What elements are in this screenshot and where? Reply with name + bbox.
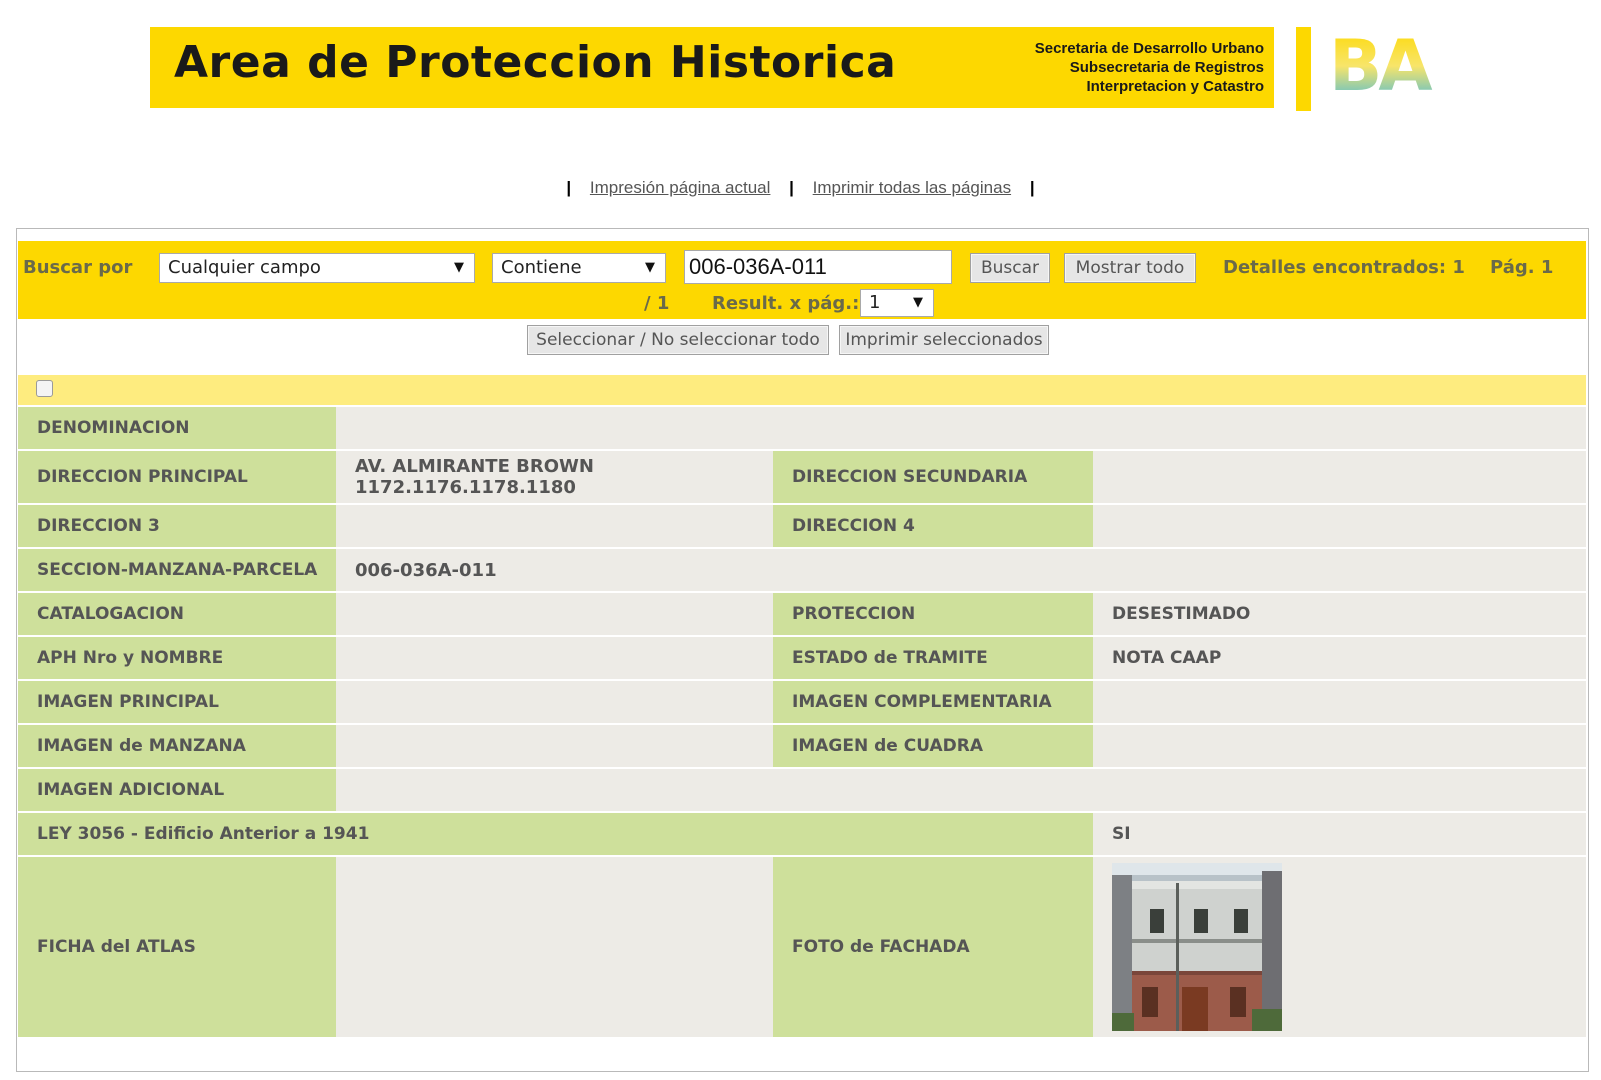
- search-by-label: Buscar por: [23, 257, 133, 278]
- table-row: [18, 405, 1586, 449]
- field-value: [336, 857, 773, 1037]
- field-select[interactable]: [159, 253, 475, 283]
- building-image: [1112, 863, 1282, 1031]
- field-value: [1093, 505, 1586, 547]
- header-banner: [150, 27, 1274, 108]
- facade-photo[interactable]: [1112, 863, 1282, 1031]
- field-value: [1093, 681, 1586, 723]
- table-row: [18, 635, 1586, 679]
- field-value: [336, 407, 1586, 449]
- table-row: [18, 591, 1586, 635]
- page-total: / 1: [644, 293, 670, 314]
- table-row: [18, 723, 1586, 767]
- print-all-pages-link[interactable]: Imprimir todas las páginas: [812, 178, 1012, 197]
- field-label: DENOMINACION: [18, 407, 336, 449]
- field-label: PROTECCION: [773, 593, 1093, 635]
- field-value: [336, 593, 773, 635]
- field-value: [336, 637, 773, 679]
- field-value: NOTA CAAP: [1093, 637, 1586, 679]
- field-label: SECCION-MANZANA-PARCELA: [18, 549, 336, 591]
- header-subtitle: [1035, 39, 1264, 96]
- address-line: AV. ALMIRANTE BROWN: [355, 456, 594, 477]
- field-value: SI: [1093, 813, 1586, 855]
- table-row: [18, 547, 1586, 591]
- field-value: 006-036A-011: [336, 549, 1586, 591]
- table-row: [18, 767, 1586, 811]
- link-separator: |: [1029, 178, 1035, 197]
- field-label: ESTADO de TRAMITE: [773, 637, 1093, 679]
- field-value: [1093, 725, 1586, 767]
- search-button[interactable]: Buscar: [970, 253, 1050, 283]
- address-line: 1172.1176.1178.1180: [355, 477, 576, 498]
- field-value: [1093, 451, 1586, 503]
- chevron-down-icon: ▼: [913, 295, 923, 310]
- show-all-button[interactable]: Mostrar todo: [1064, 253, 1196, 283]
- field-label: IMAGEN PRINCIPAL: [18, 681, 336, 723]
- field-value: [336, 769, 1586, 811]
- field-label: LEY 3056 - Edificio Anterior a 1941: [18, 813, 1093, 855]
- field-label: IMAGEN ADICIONAL: [18, 769, 336, 811]
- logo-divider: [1296, 27, 1311, 111]
- field-label: IMAGEN de MANZANA: [18, 725, 336, 767]
- per-page-select-value: 1: [869, 292, 881, 313]
- results-panel: [16, 228, 1589, 1072]
- results-count: Detalles encontrados: 1: [1223, 257, 1465, 278]
- field-label: DIRECCION PRINCIPAL: [18, 451, 336, 503]
- header-subtitle-line: Secretaria de Desarrollo Urbano: [1034, 40, 1264, 57]
- ba-logo: [1327, 30, 1445, 100]
- field-value: DESESTIMADO: [1093, 593, 1586, 635]
- table-row: [18, 503, 1586, 547]
- search-bar: [18, 241, 1586, 319]
- link-separator: |: [566, 178, 572, 197]
- page-title: Area de Proteccion Historica: [174, 37, 897, 88]
- table-row: [18, 449, 1586, 503]
- field-value: [336, 681, 773, 723]
- field-select-value: Cualquier campo: [168, 257, 321, 278]
- table-row: [18, 679, 1586, 723]
- field-label: FICHA del ATLAS: [18, 857, 336, 1037]
- field-value: [336, 451, 773, 503]
- header-subtitle-line: Interpretacion y Catastro: [1086, 78, 1264, 95]
- link-separator: |: [789, 178, 794, 197]
- chevron-down-icon: ▼: [454, 260, 464, 275]
- operator-select-value: Contiene: [501, 257, 582, 278]
- page-number: Pág. 1: [1490, 257, 1554, 278]
- search-input[interactable]: [684, 250, 952, 284]
- field-value: [336, 505, 773, 547]
- per-page-label: Result. x pág.:: [712, 293, 860, 314]
- field-label: DIRECCION SECUNDARIA: [773, 451, 1093, 503]
- field-label: FOTO de FACHADA: [773, 857, 1093, 1037]
- table-row: [18, 855, 1586, 1037]
- record-checkbox[interactable]: [36, 380, 53, 397]
- field-label: IMAGEN COMPLEMENTARIA: [773, 681, 1093, 723]
- field-label: CATALOGACION: [18, 593, 336, 635]
- print-current-page-link[interactable]: Impresión página actual: [589, 178, 771, 197]
- table-row: [18, 811, 1586, 855]
- action-row: [17, 325, 1586, 365]
- field-label: IMAGEN de CUADRA: [773, 725, 1093, 767]
- field-label: DIRECCION 4: [773, 505, 1093, 547]
- chevron-down-icon: ▼: [645, 260, 655, 275]
- field-label: DIRECCION 3: [18, 505, 336, 547]
- operator-select[interactable]: [492, 253, 666, 283]
- print-links: [0, 178, 1601, 204]
- field-label: APH Nro y NOMBRE: [18, 637, 336, 679]
- header-subtitle-line: Subsecretaria de Registros: [1069, 59, 1264, 76]
- facade-photo-cell: [1093, 857, 1586, 1037]
- print-selected-button[interactable]: Imprimir seleccionados: [839, 325, 1049, 355]
- ba-logo-text: BA: [1329, 30, 1429, 100]
- selection-header: [18, 375, 1586, 405]
- per-page-select[interactable]: [860, 289, 934, 317]
- select-all-button[interactable]: Seleccionar / No seleccionar todo: [527, 325, 829, 355]
- field-value: [336, 725, 773, 767]
